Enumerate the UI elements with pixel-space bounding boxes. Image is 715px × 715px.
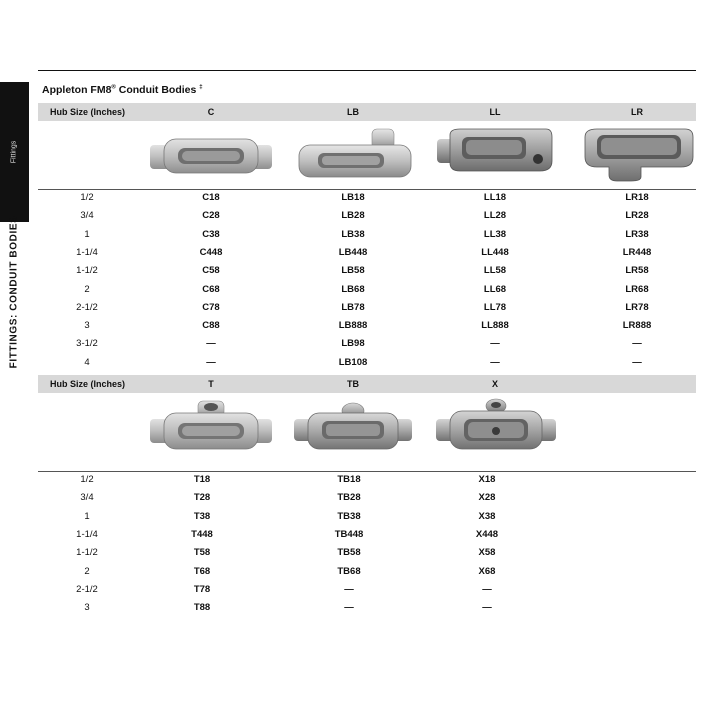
catalog-number-c: C448 [199, 246, 223, 258]
catalog-number-lr: LR448 [622, 246, 652, 258]
catalog-number-tb: — [344, 602, 354, 614]
catalog-number-ll: LL888 [481, 320, 509, 332]
catalog-number-c: C28 [202, 210, 220, 222]
hub-size-cell: 1-1/4 [76, 246, 98, 258]
catalog-number-ll: — [490, 356, 500, 368]
catalog-number-lb: LB888 [338, 320, 368, 332]
catalog-number-t: T78 [193, 583, 211, 595]
catalog-number-x: X28 [478, 492, 496, 504]
conduit-body-ll-image [436, 127, 554, 175]
col-header-t: T [208, 379, 214, 389]
catalog-number-ll: LL58 [483, 265, 507, 277]
catalog-number-ll: LL68 [483, 283, 507, 295]
hub-size-cell: 2 [84, 283, 90, 295]
catalog-number-tb: TB18 [337, 474, 361, 485]
hub-size-cell: 1/2 [80, 192, 94, 203]
catalog-number-tb: TB448 [334, 528, 364, 540]
catalog-number-ll: LL28 [483, 210, 507, 222]
hub-size-cell: 1-1/2 [76, 547, 98, 559]
catalog-number-lr: — [632, 338, 642, 350]
catalog-number-t: T58 [193, 547, 211, 559]
catalog-number-tb: TB58 [337, 547, 361, 559]
col-header-ll: LL [489, 107, 501, 117]
hub-size-cell: 4 [84, 356, 90, 368]
hub-size-cell: 3/4 [80, 492, 94, 504]
hub-size-cell: 2-1/2 [76, 583, 98, 595]
hub-size-cell: 3-1/2 [76, 338, 98, 350]
catalog-number-lr: LR58 [625, 265, 649, 277]
col-header-tb: TB [347, 379, 359, 389]
catalog-number-lb: LB18 [341, 192, 365, 203]
catalog-number-t: T448 [191, 528, 213, 540]
catalog-number-lr: LR18 [625, 192, 649, 203]
catalog-number-x: X448 [475, 528, 499, 540]
catalog-number-lb: LB38 [341, 228, 365, 240]
hub-size-cell: 1-1/2 [76, 265, 98, 277]
catalog-number-lr: LR78 [625, 301, 649, 313]
hub-size-cell: 1 [84, 510, 90, 522]
hub-size-cell: 3 [84, 320, 90, 332]
catalog-number-lb: LB108 [338, 356, 368, 368]
catalog-number-lb: LB58 [341, 265, 365, 277]
catalog-number-lb: LB28 [341, 210, 365, 222]
catalog-number-lb: LB78 [341, 301, 365, 313]
col-header-lb: LB [347, 107, 359, 117]
catalog-number-t: T38 [193, 510, 211, 522]
catalog-number-x: X68 [478, 565, 496, 577]
hub-size-cell: 2-1/2 [76, 301, 98, 313]
conduit-body-tb-image [292, 401, 414, 453]
catalog-number-lb: LB68 [341, 283, 365, 295]
catalog-number-tb: TB28 [337, 492, 361, 504]
catalog-number-c: — [206, 356, 216, 368]
catalog-number-lr: LR888 [622, 320, 652, 332]
side-tab-label: Fittings [10, 140, 18, 164]
catalog-number-lr: LR38 [625, 228, 649, 240]
catalog-number-x: X58 [478, 547, 496, 559]
table2-image-row [38, 395, 696, 459]
catalog-number-lr: LR28 [625, 210, 649, 222]
catalog-number-c: C58 [202, 265, 220, 277]
catalog-number-x: — [482, 602, 492, 614]
catalog-number-tb: TB38 [337, 510, 361, 522]
catalog-number-ll: LL78 [483, 301, 507, 313]
catalog-number-c: — [206, 338, 216, 350]
table2-separator [38, 471, 696, 472]
catalog-number-t: T88 [193, 602, 211, 614]
catalog-number-ll: LL448 [481, 246, 509, 258]
conduit-body-t-image [148, 399, 274, 455]
catalog-number-t: T18 [193, 474, 211, 485]
catalog-number-x: X18 [478, 474, 496, 485]
hub-size-cell: 1-1/4 [76, 528, 98, 540]
catalog-number-lb: LB98 [341, 338, 365, 350]
catalog-number-lr: — [632, 356, 642, 368]
hub-size-cell: 2 [84, 565, 90, 577]
table1-separator [38, 189, 696, 190]
catalog-number-c: C88 [202, 320, 220, 332]
catalog-number-c: C68 [202, 283, 220, 295]
table2-hub-header: Hub Size (Inches) [50, 379, 126, 389]
col-header-c: C [207, 107, 215, 117]
col-header-x: X [491, 379, 499, 389]
table1-hub-header: Hub Size (Inches) [50, 107, 126, 117]
catalog-number-c: C78 [202, 301, 220, 313]
catalog-number-x: — [482, 583, 492, 595]
hub-size-cell: 3/4 [80, 210, 94, 222]
catalog-number-lb: LB448 [338, 246, 368, 258]
catalog-number-tb: — [344, 583, 354, 595]
table2-header [38, 375, 696, 393]
conduit-body-lr-image [581, 125, 697, 183]
table1-header [38, 103, 696, 121]
catalog-number-ll: — [490, 338, 500, 350]
section-label: FITTINGS: CONDUIT BODIES [8, 215, 20, 369]
catalog-number-c: C18 [202, 192, 220, 203]
catalog-number-ll: LL38 [483, 228, 507, 240]
page-title: Appleton FM8® Conduit Bodies ‡ [42, 84, 203, 96]
conduit-body-c-image [148, 131, 274, 181]
conduit-body-x-image [434, 397, 558, 455]
catalog-number-t: T68 [193, 565, 211, 577]
catalog-number-ll: LL18 [483, 192, 507, 203]
hub-size-cell: 1/2 [80, 474, 94, 485]
catalog-number-c: C38 [202, 228, 220, 240]
col-header-lr: LR [631, 107, 643, 117]
table1-image-row [38, 123, 696, 187]
catalog-number-lr: LR68 [625, 283, 649, 295]
hub-size-cell: 3 [84, 602, 90, 614]
catalog-number-t: T28 [193, 492, 211, 504]
hub-size-cell: 1 [84, 228, 90, 240]
catalog-number-x: X38 [478, 510, 496, 522]
catalog-number-tb: TB68 [337, 565, 361, 577]
top-rule [38, 70, 696, 71]
conduit-body-lb-image [296, 127, 414, 183]
